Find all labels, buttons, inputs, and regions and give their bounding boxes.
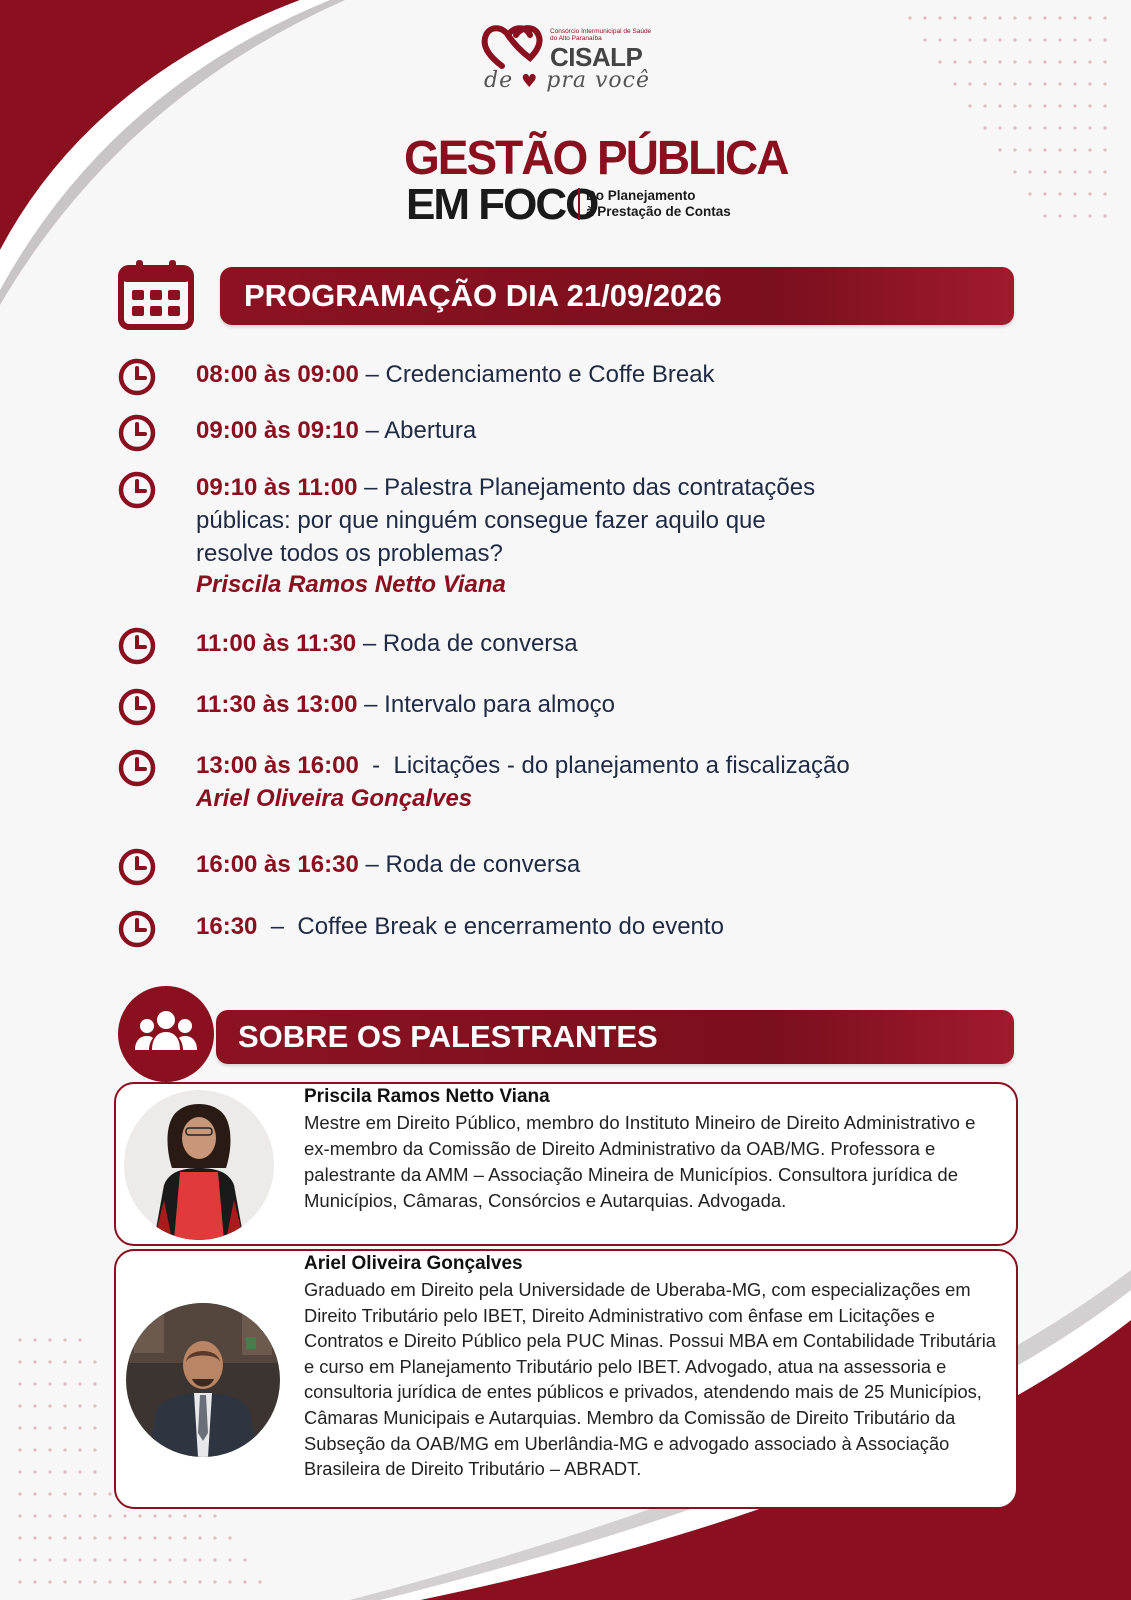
- person-icon: [124, 1090, 274, 1240]
- speaker-name: Priscila Ramos Netto Viana: [304, 1086, 550, 1107]
- logo-small-text: Consórcio Intermunicipal de Saúde do Alto Paranaíba: [550, 28, 652, 42]
- schedule-line: [196, 749, 850, 782]
- schedule-text-line3: resolve todos os problemas?: [196, 540, 503, 567]
- clock-icon: [118, 627, 156, 665]
- schedule-line: [196, 471, 815, 504]
- event-title-line2: EM FOCO: [406, 180, 598, 229]
- clock-icon: [118, 848, 156, 886]
- clock-icon: [118, 749, 156, 787]
- speaker-card: [114, 1249, 1018, 1509]
- schedule-text: Palestra Planejamento das contratações: [384, 474, 816, 501]
- clock-icon: [118, 471, 156, 509]
- program-heading-bar: PROGRAMAÇÃO DIA 21/09/2026: [220, 267, 1014, 325]
- separator: –: [357, 691, 385, 718]
- logo-name: CISALP: [550, 42, 643, 72]
- cisalp-logo: [480, 18, 660, 104]
- schedule-text: Intervalo para almoço: [384, 691, 615, 718]
- clock-icon: [118, 414, 156, 452]
- clock-icon: [118, 910, 156, 948]
- separator: –: [358, 851, 386, 878]
- schedule-time: 09:10 às 11:00: [196, 474, 358, 501]
- schedule-line: [196, 627, 578, 660]
- schedule-time: 08:00 às 09:00: [196, 361, 359, 388]
- schedule-speaker: Priscila Ramos Netto Viana: [196, 571, 506, 598]
- schedule-time: 16:00 às 16:30: [196, 851, 359, 878]
- separator: –: [358, 417, 385, 444]
- speaker-photo: [124, 1090, 274, 1240]
- slogan-right: pra você: [546, 68, 650, 93]
- speaker-card: [114, 1082, 1018, 1246]
- schedule-text: Abertura: [384, 417, 477, 444]
- separator: –: [257, 913, 298, 940]
- schedule-line: [196, 910, 724, 943]
- schedule-text: Roda de conversa: [382, 630, 578, 657]
- calendar-icon: [118, 258, 194, 330]
- logo-slogan: [484, 68, 650, 93]
- schedule-text: Roda de conversa: [385, 851, 581, 878]
- speaker-bio: Mestre em Direito Público, membro do Instituto Mineiro de Direito Administrativo e ex-membro da Comissão de Direito Administrativo da OAB/MG. Professora e palestrante da AMM – Associação Mineira de Municípios. Consultora jurídica de Municípios, Câmaras, Consórcios e Autarquias. Advogada.: [304, 1112, 976, 1211]
- schedule-text-line2: públicas: por que ninguém consegue fazer aquilo que: [196, 507, 766, 534]
- schedule-line: [196, 848, 580, 881]
- people-circle: [118, 986, 214, 1082]
- schedule-time: 11:30 às 13:00: [196, 691, 358, 718]
- schedule-time: 09:00 às 09:10: [196, 417, 359, 444]
- event-title-line1: GESTÃO PÚBLICA: [404, 129, 788, 185]
- schedule-text: Credenciamento e Coffe Break: [385, 361, 715, 388]
- schedule-time: 13:00 às 16:00: [196, 752, 359, 779]
- schedule-time: 11:00 às 11:30: [196, 630, 357, 657]
- subtitle-line1: Do Planejamento: [586, 188, 696, 203]
- speakers-heading-bar: SOBRE OS PALESTRANTES: [216, 1010, 1014, 1064]
- event-subtitle: [578, 188, 731, 220]
- speaker-photo: [126, 1303, 280, 1457]
- schedule-line: [196, 688, 615, 721]
- schedule-line: [196, 358, 715, 391]
- separator: –: [357, 474, 385, 501]
- separator: –: [358, 361, 386, 388]
- heart-logo-icon: [480, 22, 544, 72]
- schedule-line: [196, 414, 476, 447]
- heart-icon: ♥: [521, 71, 539, 92]
- schedule-text: Coffee Break e encerramento do evento: [297, 913, 724, 940]
- clock-icon: [118, 358, 156, 396]
- separator: -: [358, 752, 394, 779]
- subtitle-line2: à Prestação de Contas: [586, 204, 731, 219]
- person-icon: [126, 1303, 280, 1457]
- speaker-name: Ariel Oliveira Gonçalves: [304, 1253, 523, 1274]
- clock-icon: [118, 688, 156, 726]
- people-icon: [118, 986, 214, 1082]
- separator: –: [356, 630, 383, 657]
- schedule-time: 16:30: [196, 913, 258, 940]
- schedule-speaker: Ariel Oliveira Gonçalves: [196, 785, 473, 812]
- speaker-bio: Graduado em Direito pela Universidade de Uberaba-MG, com especializações em Direito Tributário pelo IBET, Direito Administrativo com ênfase em Licitações e Contratos e Direito Público pela PUC Minas. Possui MBA em Contabilidade Tributária e curso em Planejamento Tributário pelo IBET. Advogado, atua na assessoria e consultoria jurídica de entes públicos e privados, atendendo mais de 25 Municípios, Câmaras Municipais e Autarquias. Membro da Comissão de Direito Tributário da Subseção da OAB/MG em Uberlândia-MG e advogado associado à Associação Brasileira de Direito Tributário – ABRADT.: [304, 1279, 996, 1480]
- slogan-left: de: [484, 68, 514, 93]
- schedule-text: Licitações - do planejamento a fiscalização: [393, 752, 850, 779]
